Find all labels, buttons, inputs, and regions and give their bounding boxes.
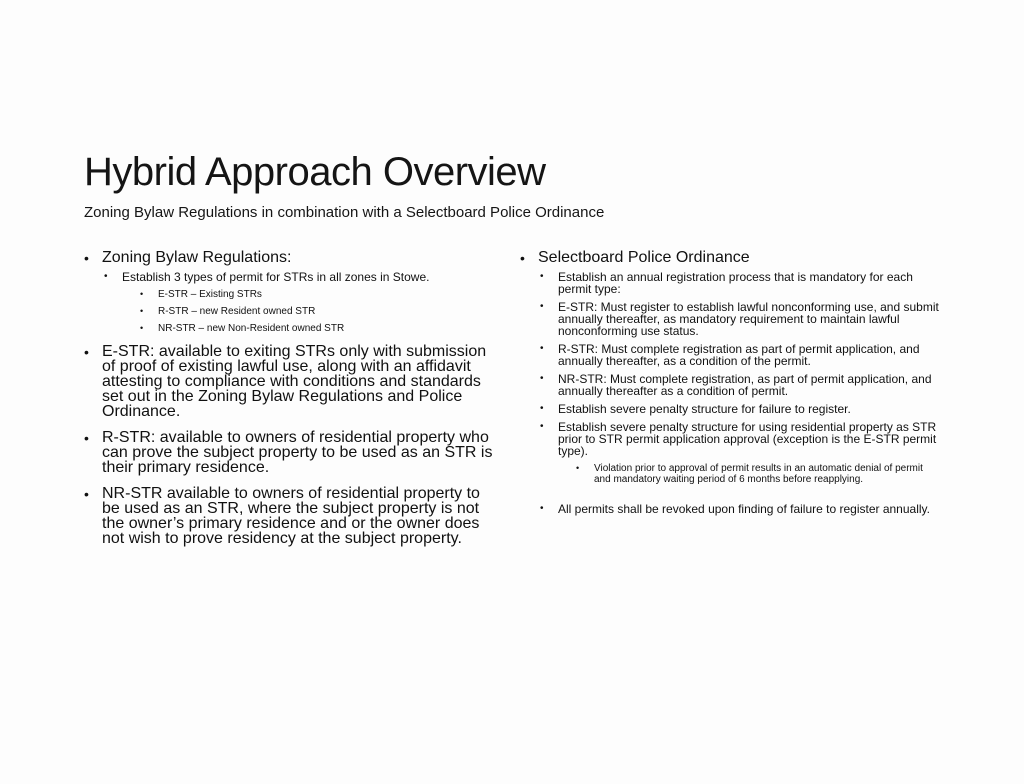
left-point-item [84,344,494,419]
right-sub-text: E-STR: Must register to establish lawful nonconforming use, and submit annually thereafter, as mandatory requirement to maintain lawful nonconforming use status. [558,300,939,338]
permit-type-item [140,323,494,334]
left-sub-block [84,271,494,334]
permit-types-list [122,289,494,334]
right-sub-list [520,271,940,515]
right-sub-item [540,403,940,415]
left-sub-list [84,271,494,334]
bullet-icon: • [540,403,544,414]
left-point-text: NR-STR available to owners of residential property to be used as an STR, where the subject property is not the owner’s primary residence and or the owner does not wish to prove residency at the subject property. [102,485,480,547]
right-sub-item [540,373,940,397]
bullet-icon: • [140,289,144,299]
left-heading-item [84,248,494,267]
right-sub-item [540,421,940,485]
right-sub-text: NR-STR: Must complete registration, as part of permit application, and annually thereafter as a condition of permit. [558,372,932,398]
left-heading: Zoning Bylaw Regulations: [102,249,292,266]
bullet-icon: • [84,430,89,446]
right-column [520,248,940,523]
bullet-icon: • [540,271,544,282]
right-heading-item [520,248,940,267]
left-sub-item [104,271,494,334]
right-nested-text: Violation prior to approval of permit results in an automatic denial of permit and mandatory waiting period of 6 months before reapplying. [594,463,923,485]
permit-type-item [140,289,494,300]
right-sub-item [540,343,940,367]
right-heading: Selectboard Police Ordinance [538,249,750,266]
bullet-icon: • [104,271,108,282]
bullet-icon: • [540,503,544,514]
right-nested-list [558,463,940,485]
right-nested-item [576,463,940,485]
left-sub-text: Establish 3 types of permit for STRs in all zones in Stowe. [122,270,430,284]
right-sub-item [540,271,940,295]
bullet-icon: • [540,301,544,312]
right-final-text: All permits shall be revoked upon finding of failure to register annually. [558,502,930,516]
permit-type-text: E-STR – Existing STRs [158,289,262,300]
bullet-icon: • [540,421,544,432]
left-point-text: E-STR: available to exiting STRs only with submission of proof of existing lawful use, along with an affidavit attesting to compliance with conditions and standards set out in the Zoning Bylaw Regulations and Police Ordinance. [102,343,487,420]
bullet-icon: • [540,373,544,384]
permit-type-text: R-STR – new Resident owned STR [158,306,316,317]
left-point-item [84,430,494,475]
right-sub-text: Establish severe penalty structure for using residential property as STR prior to STR permit application approval (exception is the E-STR permit type). [558,420,937,458]
bullet-icon: • [540,343,544,354]
bullet-icon: • [84,486,89,502]
right-sub-text: Establish severe penalty structure for failure to register. [558,402,851,416]
permit-type-text: NR-STR – new Non-Resident owned STR [158,323,345,334]
bullet-icon: • [140,306,144,316]
right-sub-text: Establish an annual registration process that is mandatory for each permit type: [558,270,913,296]
right-final-item [540,503,940,515]
permit-type-item [140,306,494,317]
bullet-icon: • [576,463,580,473]
bullet-icon: • [140,323,144,333]
left-point-text: R-STR: available to owners of residential property who can prove the subject property to be used as an STR is their primary residence. [102,429,493,476]
right-sub-text: R-STR: Must complete registration as part of permit application, and annually thereafter, as a condition of the permit. [558,342,920,368]
left-column [84,248,494,557]
page-title: Hybrid Approach Overview [84,150,546,194]
bullet-icon: • [84,344,89,360]
left-point-item [84,486,494,546]
right-sub-block [520,271,940,515]
bullet-icon: • [520,250,525,266]
right-sub-item [540,301,940,337]
page-subtitle: Zoning Bylaw Regulations in combination with a Selectboard Police Ordinance [84,204,605,221]
bullet-icon: • [84,250,89,266]
